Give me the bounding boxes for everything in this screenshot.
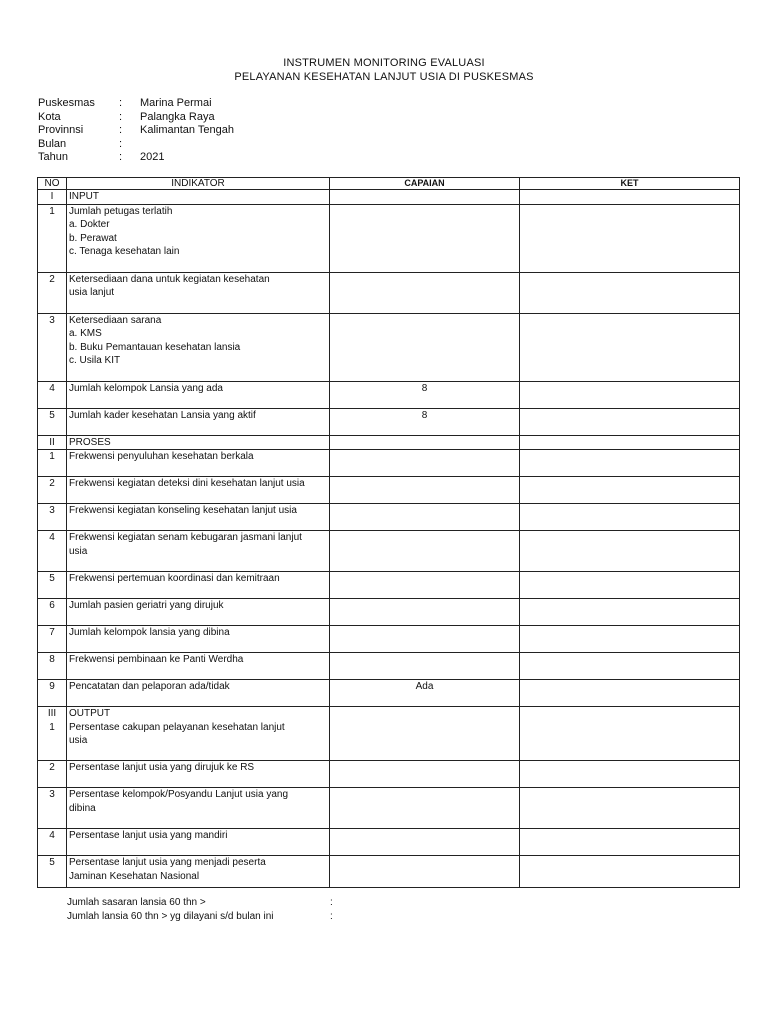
cell-ket (520, 381, 740, 408)
cell-ket (520, 435, 740, 450)
indikator-line: Jumlah kelompok Lansia yang ada (69, 382, 223, 394)
indikator-line: Persentase lanjut usia yang mandiri (69, 830, 228, 841)
cell-no (38, 272, 67, 313)
row-number: 6 (49, 600, 55, 611)
table-row (38, 707, 740, 761)
cell-indikator (67, 707, 330, 761)
cell-capaian (330, 856, 520, 888)
row-number: II (49, 436, 55, 448)
footer-separator: : (330, 911, 333, 922)
row-sub-number: 1 (49, 721, 55, 733)
cell-capaian (330, 626, 520, 653)
info-label: Kota (38, 110, 61, 123)
row-number: I (50, 191, 54, 202)
cell-indikator (67, 680, 330, 707)
cell-indikator (67, 381, 330, 408)
cell-indikator (67, 788, 330, 829)
cell-ket (520, 477, 740, 504)
info-label: Bulan (38, 137, 67, 150)
cell-indikator (67, 531, 330, 572)
cell-indikator (67, 504, 330, 531)
cell-ket (520, 680, 740, 707)
info-separator: : (119, 110, 123, 123)
cell-no (38, 707, 67, 761)
info-label: Puskesmas (38, 97, 95, 109)
info-value: Kalimantan Tengah (140, 124, 234, 137)
indikator-line: Persentase lanjut usia yang dirujuk ke RS (69, 762, 255, 773)
indikator-line: a. Dokter (69, 219, 110, 230)
indikator-line: Jumlah pasien geriatri yang dirujuk (69, 600, 224, 611)
cell-no (38, 856, 67, 888)
indikator-line: Ketersediaan dana untuk kegiatan kesehatan (69, 273, 270, 285)
table-header-row (38, 178, 740, 190)
info-label: Tahun (38, 151, 68, 164)
header-ket: KET (520, 178, 740, 190)
table-row (38, 788, 740, 829)
indikator-line: dibina (69, 802, 96, 814)
cell-indikator (67, 761, 330, 788)
indikator-line: Frekwensi kegiatan konseling kesehatan lanjut usia (69, 505, 297, 516)
cell-ket (520, 856, 740, 888)
cell-no (38, 788, 67, 829)
table-row (38, 408, 740, 435)
indikator-line: Frekwensi pembinaan ke Panti Werdha (69, 654, 244, 665)
cell-no (38, 626, 67, 653)
cell-no (38, 572, 67, 599)
cell-ket (520, 204, 740, 272)
table-row (38, 477, 740, 504)
indikator-line: Pencatatan dan pelaporan ada/tidak (69, 681, 230, 692)
indikator-line: c. Tenaga kesehatan lain (69, 246, 180, 257)
indikator-line: PROSES (69, 436, 111, 448)
cell-capaian (330, 450, 520, 477)
document-title-line2: PELAYANAN KESEHATAN LANJUT USIA DI PUSKESMAS (234, 71, 534, 83)
indikator-line: b. Perawat (69, 232, 117, 244)
indikator-line: Persentase cakupan pelayanan kesehatan lanjut (69, 721, 285, 733)
cell-ket (520, 788, 740, 829)
cell-ket (520, 531, 740, 572)
cell-indikator (67, 653, 330, 680)
table-row (38, 572, 740, 599)
cell-indikator (67, 313, 330, 381)
cell-capaian (330, 531, 520, 572)
cell-no (38, 190, 67, 205)
cell-no (38, 599, 67, 626)
row-number: 4 (49, 830, 55, 841)
cell-no (38, 313, 67, 381)
row-number: 4 (49, 532, 55, 543)
cell-indikator (67, 599, 330, 626)
row-number: 4 (49, 382, 55, 394)
table-section-row (38, 190, 740, 205)
cell-capaian: 8 (330, 381, 520, 408)
cell-no (38, 653, 67, 680)
info-value: 2021 (140, 151, 165, 164)
cell-indikator (67, 190, 330, 205)
indikator-line: b. Buku Pemantauan kesehatan lansia (69, 341, 241, 353)
table-row (38, 653, 740, 680)
info-separator: : (119, 137, 123, 150)
indikator-line: Jumlah kader kesehatan Lansia yang aktif (69, 409, 256, 421)
cell-capaian (330, 599, 520, 626)
indikator-line: Persentase lanjut usia yang menjadi peserta (69, 857, 266, 868)
indikator-line: Frekwensi kegiatan deteksi dini kesehatan lanjut usia (69, 478, 305, 489)
cell-indikator (67, 572, 330, 599)
cell-ket (520, 408, 740, 435)
row-number: III (47, 708, 57, 719)
cell-indikator (67, 450, 330, 477)
cell-no (38, 531, 67, 572)
cell-ket (520, 450, 740, 477)
indikator-line: OUTPUT (69, 708, 111, 719)
cell-no (38, 504, 67, 531)
cell-no (38, 477, 67, 504)
indikator-line: Frekwensi penyuluhan kesehatan berkala (69, 451, 254, 462)
cell-ket (520, 653, 740, 680)
cell-indikator (67, 829, 330, 856)
cell-ket (520, 190, 740, 205)
cell-ket (520, 761, 740, 788)
row-number: 2 (49, 762, 55, 773)
cell-capaian (330, 788, 520, 829)
cell-capaian (330, 707, 520, 761)
indikator-line: INPUT (69, 191, 99, 202)
indikator-line: Jumlah kelompok lansia yang dibina (69, 627, 230, 638)
table-row (38, 272, 740, 313)
indikator-line: usia (69, 545, 88, 557)
cell-ket (520, 572, 740, 599)
cell-capaian: Ada (330, 680, 520, 707)
row-number: 2 (49, 273, 55, 285)
footer-separator: : (330, 897, 333, 908)
cell-capaian (330, 435, 520, 450)
document-title-line1: INSTRUMEN MONITORING EVALUASI (283, 57, 485, 69)
indikator-line: Persentase kelompok/Posyandu Lanjut usia yang (69, 789, 289, 800)
row-number: 2 (49, 478, 55, 489)
info-separator: : (119, 151, 123, 164)
cell-no (38, 204, 67, 272)
info-value: Palangka Raya (140, 110, 215, 123)
cell-capaian (330, 272, 520, 313)
table-row (38, 829, 740, 856)
indikator-line: usia (69, 735, 88, 746)
cell-no (38, 829, 67, 856)
cell-capaian: 8 (330, 408, 520, 435)
indikator-line: c. Usila KIT (69, 355, 121, 366)
cell-capaian (330, 572, 520, 599)
cell-ket (520, 504, 740, 531)
cell-ket (520, 626, 740, 653)
table-row (38, 626, 740, 653)
table-row (38, 313, 740, 381)
cell-capaian (330, 761, 520, 788)
table-row (38, 204, 740, 272)
cell-no (38, 761, 67, 788)
row-number: 9 (49, 681, 55, 692)
footer-label: Jumlah sasaran lansia 60 thn > (67, 897, 206, 908)
table-row (38, 450, 740, 477)
table-row (38, 504, 740, 531)
footer-label: Jumlah lansia 60 thn > yg dilayani s/d bulan ini (67, 911, 274, 922)
cell-no (38, 381, 67, 408)
table-body (38, 190, 740, 888)
header-capaian: CAPAIAN (330, 178, 520, 190)
table-row (38, 856, 740, 888)
header-indikator: INDIKATOR (67, 178, 330, 190)
indikator-line: Frekwensi kegiatan senam kebugaran jasmani lanjut (69, 532, 302, 543)
indikator-line: usia lanjut (69, 287, 115, 298)
cell-ket (520, 707, 740, 761)
cell-capaian (330, 504, 520, 531)
cell-indikator (67, 477, 330, 504)
row-number: 5 (49, 409, 55, 421)
header-no: NO (38, 178, 67, 190)
row-number: 1 (49, 451, 55, 462)
row-number: 3 (49, 789, 55, 800)
table-row (38, 680, 740, 707)
cell-no (38, 408, 67, 435)
cell-indikator (67, 435, 330, 450)
table-row (38, 761, 740, 788)
cell-capaian (330, 204, 520, 272)
cell-ket (520, 599, 740, 626)
row-number: 5 (49, 573, 55, 584)
table-section-row (38, 435, 740, 450)
indikator-line: Frekwensi pertemuan koordinasi dan kemitraan (69, 573, 280, 584)
cell-no (38, 450, 67, 477)
cell-indikator (67, 204, 330, 272)
cell-indikator (67, 272, 330, 313)
table-row (38, 381, 740, 408)
info-separator: : (119, 124, 123, 137)
table-row (38, 599, 740, 626)
cell-capaian (330, 653, 520, 680)
row-number: 7 (49, 627, 55, 638)
row-number: 8 (49, 654, 55, 665)
cell-indikator (67, 408, 330, 435)
cell-capaian (330, 313, 520, 381)
cell-indikator (67, 856, 330, 888)
indicator-table (37, 177, 740, 888)
cell-ket (520, 829, 740, 856)
row-number: 3 (49, 505, 55, 516)
cell-no (38, 680, 67, 707)
indikator-line: a. KMS (69, 328, 102, 339)
row-number: 1 (49, 205, 55, 217)
cell-capaian (330, 829, 520, 856)
indikator-line: Jumlah petugas terlatih (69, 205, 173, 217)
indikator-line: Ketersediaan sarana (69, 314, 162, 326)
info-separator: : (119, 97, 123, 109)
info-label: Provinnsi (38, 124, 84, 137)
cell-ket (520, 272, 740, 313)
cell-no (38, 435, 67, 450)
info-value: Marina Permai (140, 97, 212, 109)
row-number: 3 (49, 314, 55, 326)
indikator-line: Jaminan Kesehatan Nasional (69, 870, 200, 882)
cell-indikator (67, 626, 330, 653)
cell-capaian (330, 477, 520, 504)
row-number: 5 (49, 857, 55, 868)
cell-ket (520, 313, 740, 381)
table-row (38, 531, 740, 572)
cell-capaian (330, 190, 520, 205)
